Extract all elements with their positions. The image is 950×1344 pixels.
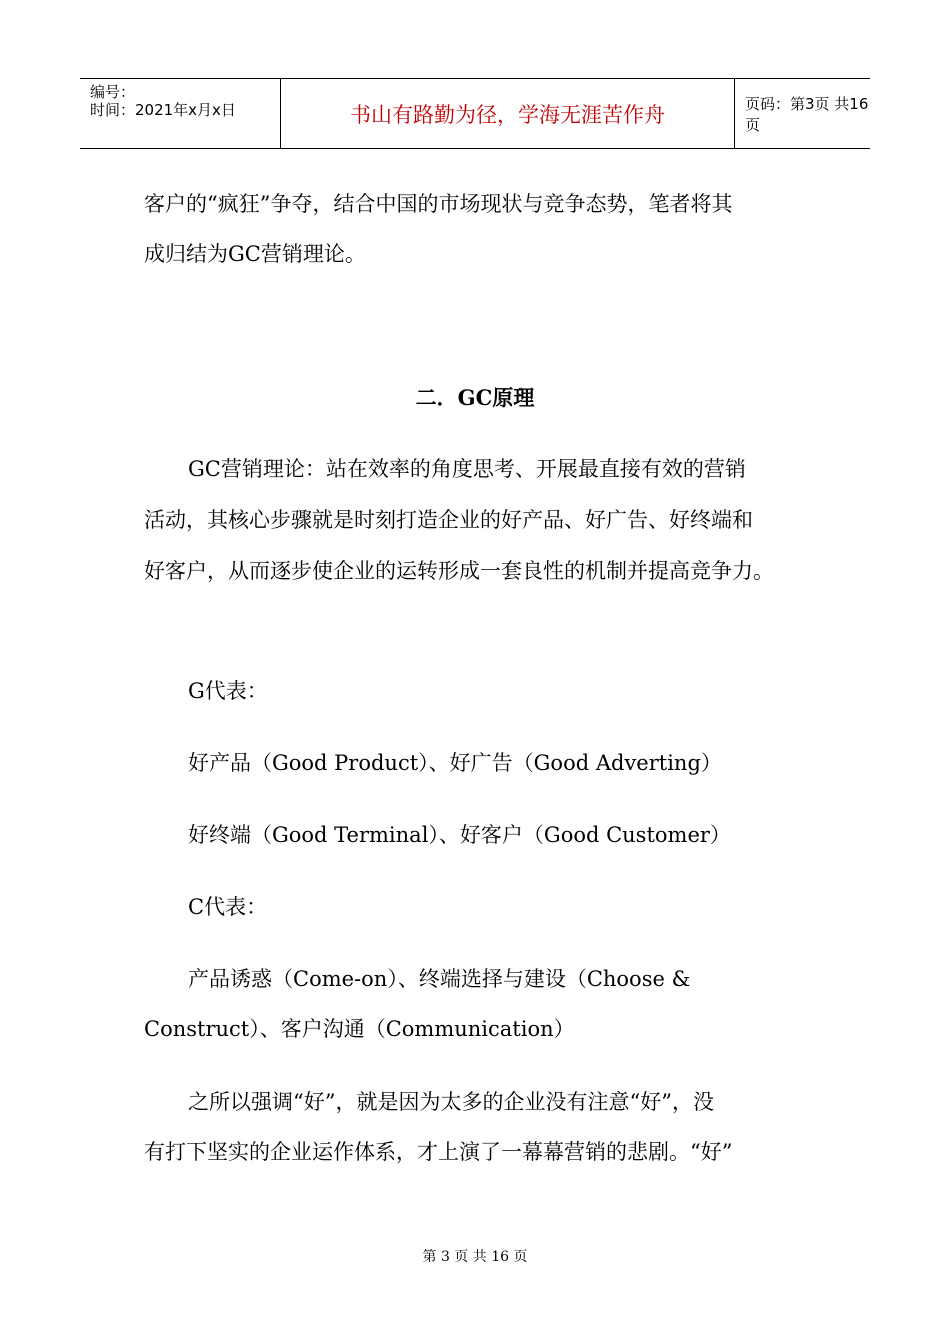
para2-line-1: 之所以强调“好”，就是因为太多的企业没有注意“好”，没 <box>188 1090 714 1114</box>
header-motto-cell <box>280 79 735 148</box>
para1-line-2: 活动，其核心步骤就是时刻打造企业的好产品、好广告、好终端和 <box>144 508 753 532</box>
c-label: C代表： <box>188 895 268 919</box>
para1-line-1: GC营销理论：站在效率的角度思考、开展最直接有效的营销 <box>188 457 746 481</box>
intro-line-2: 成归结为GC营销理论。 <box>144 242 366 266</box>
page-footer: 第 3 页 共 16 页 <box>422 1249 528 1265</box>
intro-line-1: 客户的“疯狂”争夺，结合中国的市场现状与竞争态势，笔者将其 <box>144 192 733 216</box>
para2-line-2: 有打下坚实的企业运作体系，才上演了一幕幕营销的悲剧。“好” <box>144 1140 733 1164</box>
g-line-1: 好产品（Good Product）、好广告（Good Adverting） <box>188 751 722 775</box>
page-header <box>80 78 870 149</box>
c-line-1: 产品诱惑（Come-on）、终端选择与建设（Choose & <box>188 967 691 991</box>
section-heading: 二．GC原理 <box>415 385 535 410</box>
time-label: 时间：2021年x月x日 <box>90 101 236 119</box>
header-page-number: 页码：第3页 共16页 <box>745 94 869 134</box>
g-label: G代表： <box>188 679 268 703</box>
g-line-2: 好终端（Good Terminal）、好客户（Good Customer） <box>188 823 731 847</box>
header-info-cell <box>80 79 280 148</box>
number-label: 编号： <box>90 83 136 101</box>
header-motto: 书山有路勤为径，学海无涯苦作舟 <box>350 102 665 127</box>
c-line-2: Construct）、客户沟通（Communication） <box>144 1017 575 1041</box>
para1-line-3: 好客户，从而逐步使企业的运转形成一套良性的机制并提高竞争力。 <box>144 559 774 583</box>
header-page-cell <box>735 79 870 148</box>
